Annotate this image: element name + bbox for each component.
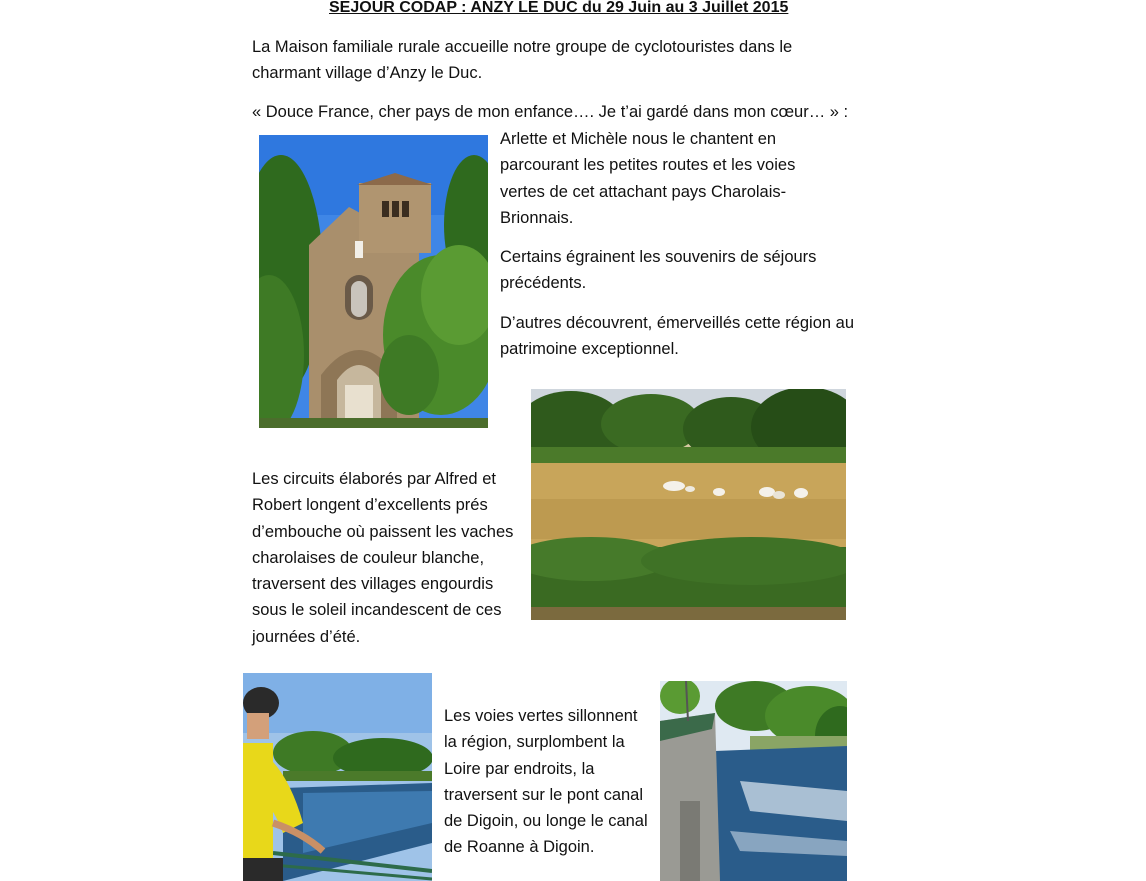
intro-paragraph: La Maison familiale rurale accueille notre groupe de cyclotouristes dans le charmant village d’Anzy le Duc. bbox=[252, 38, 793, 83]
church-photo bbox=[259, 135, 488, 428]
cyclist-canal-photo bbox=[243, 673, 432, 881]
song-paragraph: « Douce France, cher pays de mon enfance…. Je t’ai gardé dans mon cœur… » : bbox=[252, 103, 849, 121]
souvenirs-paragraph: Certains égrainent les souvenirs de séjours précédents. bbox=[500, 248, 817, 293]
page-title: SEJOUR CODAP : ANZY LE DUC du 29 Juin au 3 Juillet 2015 bbox=[329, 0, 789, 16]
cows-photo bbox=[531, 389, 846, 620]
bridge-river-photo bbox=[660, 681, 847, 881]
chant-paragraph: Arlette et Michèle nous le chantent en parcourant les petites routes et les voies vertes de cet attachant pays Charolais-Brionnais. bbox=[500, 130, 796, 227]
decouvrent-paragraph: D’autres découvrent, émerveillés cette région au patrimoine exceptionnel. bbox=[500, 314, 855, 359]
voies-paragraph: Les voies vertes sillonnent la région, surplombent la Loire par endroits, la traversent sur le pont canal de Digoin, ou longe le canal de Roanne à Digoin. bbox=[444, 707, 648, 857]
circuits-paragraph: Les circuits élaborés par Alfred et Robert longent d’excellents prés d’embouche où paissent les vaches charolaises de couleur blanche, traversent des villages engourdis sous le soleil incandescent de ces journées d’été. bbox=[252, 470, 514, 646]
